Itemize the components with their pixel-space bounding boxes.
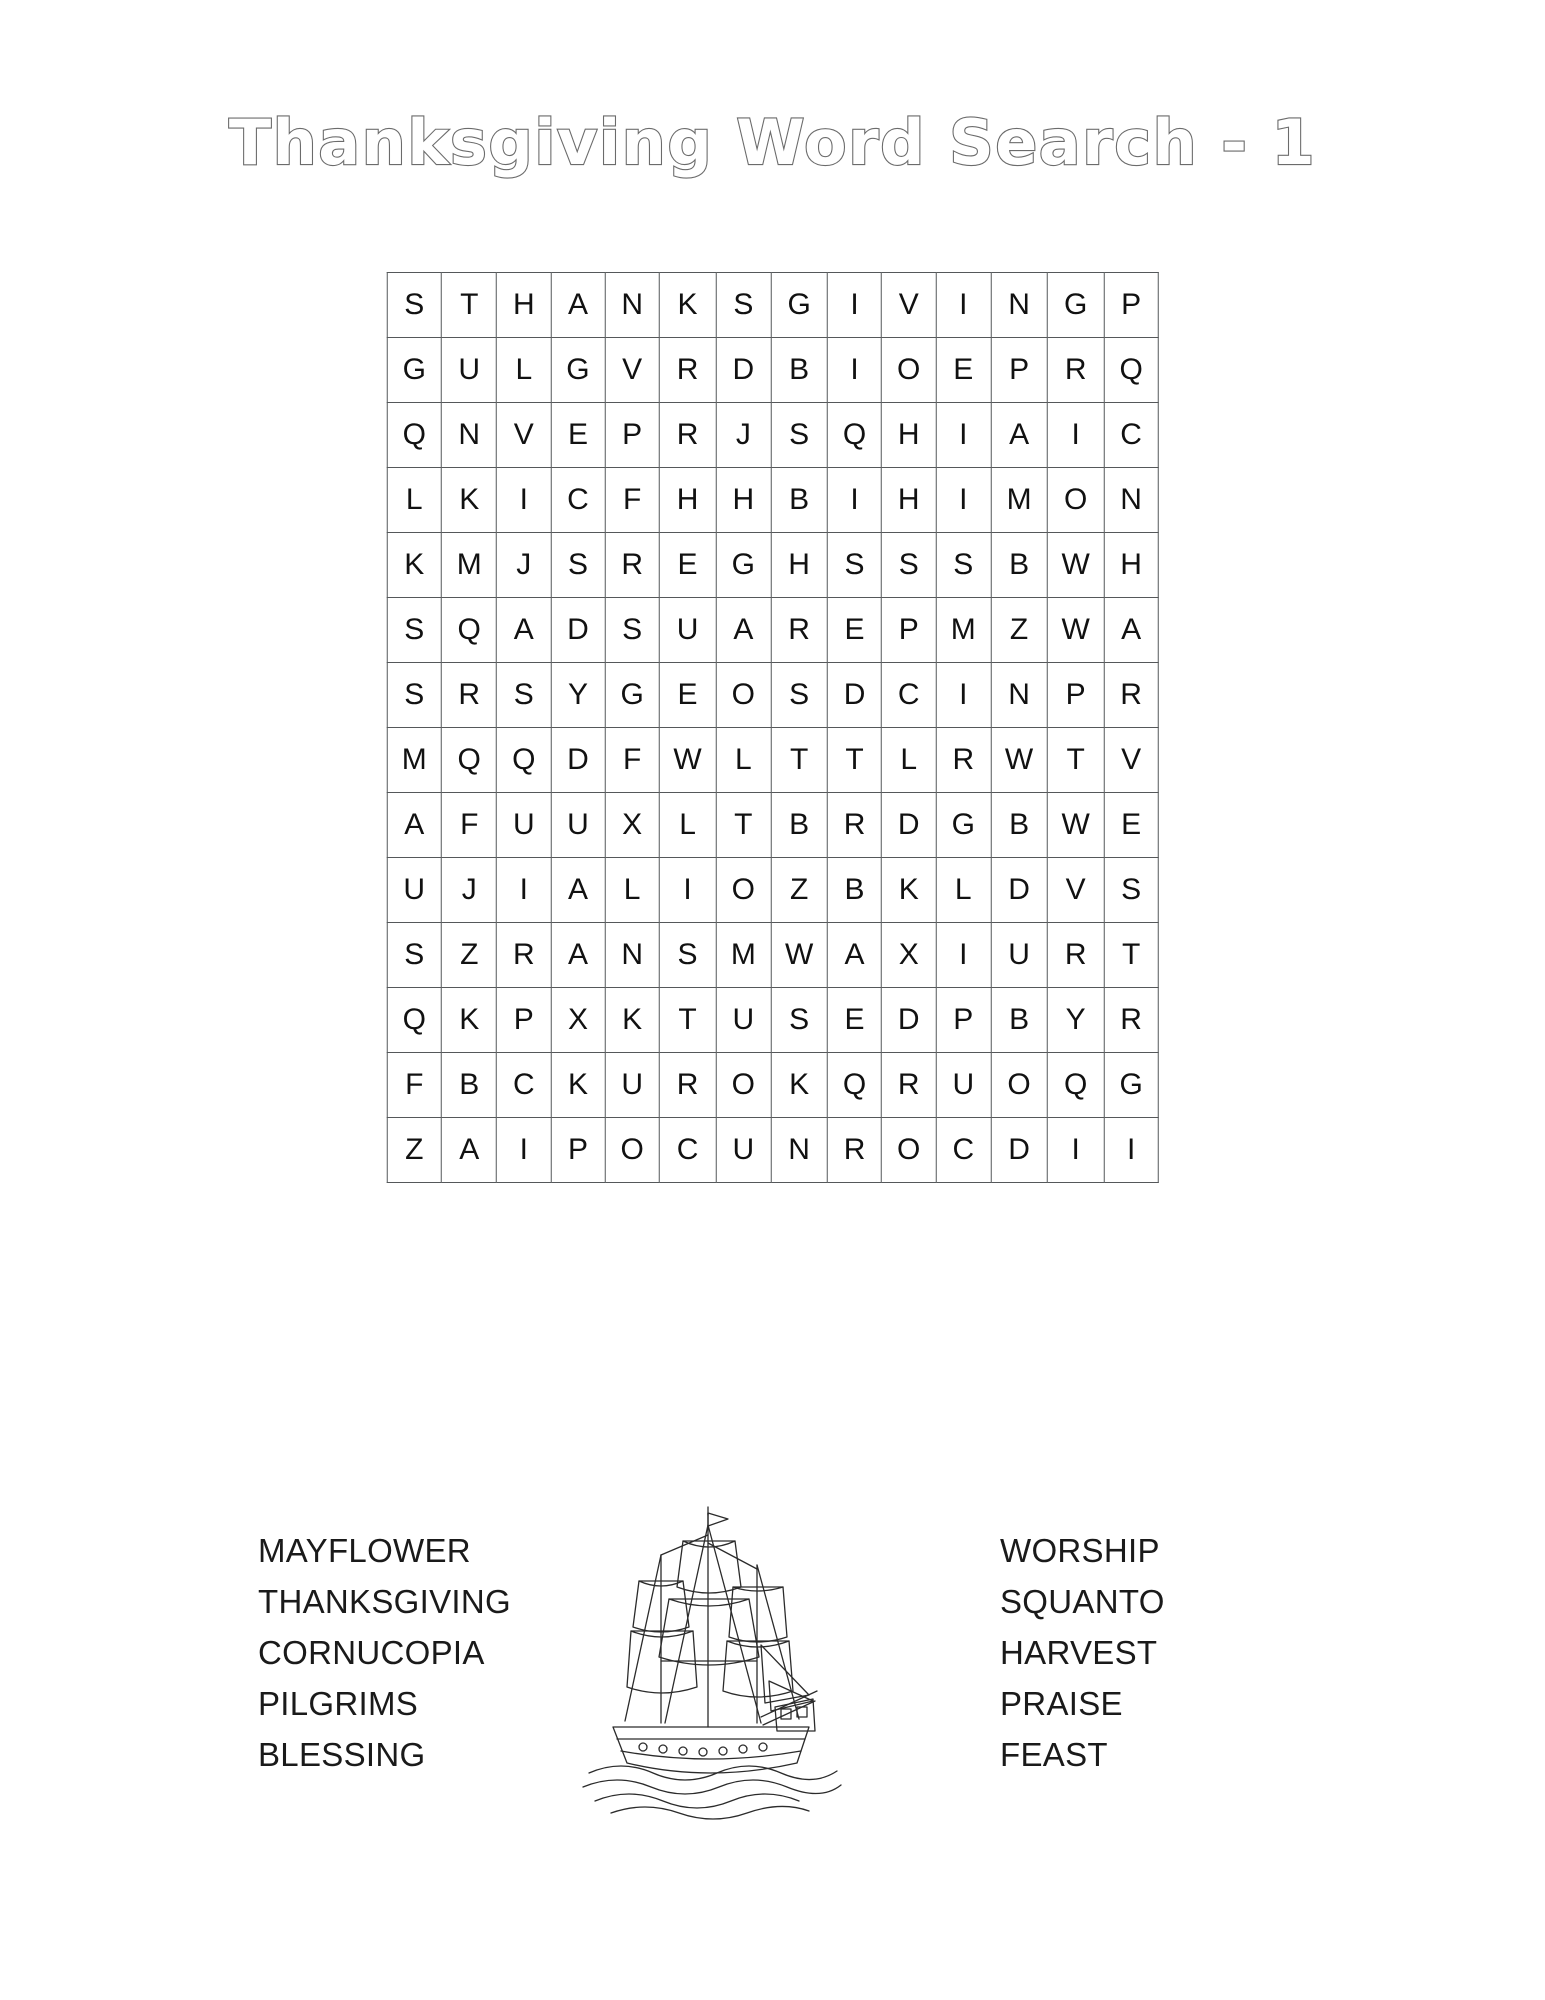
grid-cell[interactable]: B — [771, 468, 828, 533]
word-list-item[interactable]: THANKSGIVING — [258, 1583, 511, 1620]
grid-cell[interactable]: M — [442, 533, 497, 598]
grid-cell[interactable]: S — [387, 663, 442, 728]
grid-cell[interactable]: C — [936, 1118, 991, 1183]
word-list-item[interactable]: PILGRIMS — [258, 1685, 419, 1722]
grid-cell[interactable]: B — [771, 338, 828, 403]
grid-cell[interactable]: S — [1104, 858, 1158, 923]
grid-cell[interactable]: D — [827, 663, 881, 728]
grid-cell[interactable]: E — [827, 988, 881, 1053]
grid-cell[interactable]: H — [1104, 533, 1158, 598]
grid-cell[interactable]: N — [771, 1118, 828, 1183]
grid-cell[interactable]: L — [882, 728, 936, 793]
grid-cell[interactable]: U — [936, 1053, 991, 1118]
word-list-item[interactable]: FEAST — [1000, 1736, 1108, 1773]
grid-cell[interactable]: S — [387, 598, 442, 663]
grid-cell[interactable]: C — [1104, 403, 1158, 468]
grid-row — [387, 728, 1159, 793]
grid-cell[interactable]: S — [771, 988, 828, 1053]
word-search-grid[interactable] — [386, 272, 1159, 1183]
grid-cell[interactable]: X — [882, 923, 936, 988]
grid-cell[interactable]: X — [605, 793, 659, 858]
word-list-item[interactable]: HARVEST — [1000, 1634, 1158, 1671]
grid-cell[interactable]: B — [991, 793, 1048, 858]
grid-cell[interactable]: E — [827, 598, 881, 663]
ship-icon — [565, 1495, 855, 1825]
grid-cell[interactable]: N — [991, 663, 1048, 728]
grid-cell[interactable]: S — [497, 663, 551, 728]
grid-row — [387, 273, 1159, 338]
grid-cell[interactable]: P — [882, 598, 936, 663]
grid-cell[interactable]: Q — [1104, 338, 1158, 403]
grid-cell[interactable]: O — [882, 1118, 936, 1183]
grid-cell[interactable]: K — [442, 988, 497, 1053]
grid-cell[interactable]: U — [442, 338, 497, 403]
grid-cell[interactable]: I — [936, 403, 991, 468]
page-title: Thanksgiving Word Search - 1 — [228, 106, 1317, 179]
grid-cell[interactable]: W — [659, 728, 716, 793]
grid-cell[interactable]: B — [991, 988, 1048, 1053]
grid-cell[interactable]: P — [1047, 663, 1104, 728]
grid-cell[interactable]: I — [936, 273, 991, 338]
word-list-item[interactable]: SQUANTO — [1000, 1583, 1165, 1620]
grid-cell[interactable]: P — [991, 338, 1048, 403]
grid-cell[interactable]: G — [605, 663, 659, 728]
grid-cell[interactable]: U — [659, 598, 716, 663]
grid-cell[interactable]: Q — [827, 403, 881, 468]
grid-row — [387, 338, 1159, 403]
grid-cell[interactable]: D — [991, 1118, 1048, 1183]
grid-cell[interactable]: R — [771, 598, 828, 663]
grid-cell[interactable]: D — [882, 988, 936, 1053]
grid-cell[interactable]: E — [936, 338, 991, 403]
grid-cell[interactable]: G — [551, 338, 605, 403]
grid-cell[interactable]: P — [936, 988, 991, 1053]
grid-cell[interactable]: T — [771, 728, 828, 793]
grid-cell[interactable]: H — [659, 468, 716, 533]
grid-cell[interactable]: O — [716, 1053, 771, 1118]
grid-cell[interactable]: I — [497, 858, 551, 923]
grid-cell[interactable]: S — [936, 533, 991, 598]
grid-cell[interactable]: U — [991, 923, 1048, 988]
grid-cell[interactable]: A — [551, 923, 605, 988]
grid-row — [387, 858, 1159, 923]
grid-cell[interactable]: X — [551, 988, 605, 1053]
grid-cell[interactable]: U — [605, 1053, 659, 1118]
grid-cell[interactable]: Y — [551, 663, 605, 728]
grid-cell[interactable]: M — [716, 923, 771, 988]
grid-cell[interactable]: Z — [991, 598, 1048, 663]
grid-cell[interactable]: G — [716, 533, 771, 598]
grid-cell[interactable]: G — [771, 273, 828, 338]
grid-cell[interactable]: T — [442, 273, 497, 338]
grid-cell[interactable]: S — [716, 273, 771, 338]
grid-cell[interactable]: D — [551, 728, 605, 793]
grid-cell[interactable]: T — [659, 988, 716, 1053]
grid-cell[interactable]: D — [991, 858, 1048, 923]
grid-cell[interactable]: K — [442, 468, 497, 533]
grid-cell[interactable]: S — [827, 533, 881, 598]
grid-cell[interactable]: R — [1104, 988, 1158, 1053]
grid-cell[interactable]: H — [497, 273, 551, 338]
grid-cell[interactable]: I — [827, 273, 881, 338]
grid-cell[interactable]: Y — [1047, 988, 1104, 1053]
grid-cell[interactable]: A — [387, 793, 442, 858]
grid-cell[interactable]: V — [1104, 728, 1158, 793]
grid-cell[interactable]: Q — [827, 1053, 881, 1118]
grid-row — [387, 533, 1159, 598]
grid-cell[interactable]: S — [771, 663, 828, 728]
grid-cell[interactable]: O — [1047, 468, 1104, 533]
grid-cell[interactable]: R — [659, 1053, 716, 1118]
grid-row — [387, 923, 1159, 988]
grid-cell[interactable]: N — [1104, 468, 1158, 533]
grid-cell[interactable]: D — [716, 338, 771, 403]
grid-cell[interactable]: P — [1104, 273, 1158, 338]
grid-cell[interactable]: T — [827, 728, 881, 793]
grid-row — [387, 988, 1159, 1053]
grid-cell[interactable]: I — [936, 663, 991, 728]
grid-cell[interactable]: A — [1104, 598, 1158, 663]
grid-cell[interactable]: T — [1047, 728, 1104, 793]
grid-cell[interactable]: A — [991, 403, 1048, 468]
grid-cell[interactable]: F — [605, 468, 659, 533]
grid-cell[interactable]: A — [442, 1118, 497, 1183]
grid-cell[interactable]: V — [497, 403, 551, 468]
word-list-item[interactable]: BLESSING — [258, 1736, 426, 1773]
grid-cell[interactable]: D — [551, 598, 605, 663]
grid-row — [387, 793, 1159, 858]
grid-cell[interactable]: V — [1047, 858, 1104, 923]
grid-cell[interactable]: L — [659, 793, 716, 858]
grid-cell[interactable]: U — [716, 1118, 771, 1183]
grid-cell[interactable]: Z — [442, 923, 497, 988]
grid-cell[interactable]: Q — [442, 598, 497, 663]
grid-cell[interactable]: K — [387, 533, 442, 598]
grid-cell[interactable]: H — [771, 533, 828, 598]
grid-cell[interactable]: O — [882, 338, 936, 403]
word-list-right-column — [1000, 1525, 1400, 1780]
grid-cell[interactable]: M — [387, 728, 442, 793]
grid-cell[interactable]: R — [442, 663, 497, 728]
grid-cell[interactable]: M — [991, 468, 1048, 533]
word-list-item[interactable]: MAYFLOWER — [258, 1532, 471, 1569]
grid-cell[interactable]: Z — [771, 858, 828, 923]
grid-cell[interactable]: N — [605, 273, 659, 338]
grid-cell[interactable]: I — [827, 338, 881, 403]
grid-cell[interactable]: B — [771, 793, 828, 858]
grid-cell[interactable]: C — [882, 663, 936, 728]
grid-cell[interactable]: K — [771, 1053, 828, 1118]
word-search-grid-body — [387, 273, 1159, 1183]
grid-cell[interactable]: T — [716, 793, 771, 858]
grid-cell[interactable]: U — [716, 988, 771, 1053]
grid-cell[interactable]: F — [605, 728, 659, 793]
grid-cell[interactable]: M — [936, 598, 991, 663]
grid-cell[interactable]: L — [387, 468, 442, 533]
grid-cell[interactable]: R — [1047, 338, 1104, 403]
grid-cell[interactable]: R — [659, 338, 716, 403]
grid-cell[interactable]: G — [1104, 1053, 1158, 1118]
grid-cell[interactable]: A — [497, 598, 551, 663]
grid-cell[interactable]: W — [991, 728, 1048, 793]
grid-cell[interactable]: L — [936, 858, 991, 923]
grid-cell[interactable]: H — [882, 468, 936, 533]
grid-cell[interactable]: J — [497, 533, 551, 598]
grid-cell[interactable]: R — [1047, 923, 1104, 988]
grid-cell[interactable]: I — [659, 858, 716, 923]
grid-cell[interactable]: I — [827, 468, 881, 533]
grid-cell[interactable]: A — [551, 858, 605, 923]
grid-cell[interactable]: A — [716, 598, 771, 663]
grid-cell[interactable]: R — [497, 923, 551, 988]
grid-cell[interactable]: G — [936, 793, 991, 858]
grid-cell[interactable]: I — [1047, 1118, 1104, 1183]
grid-cell[interactable]: H — [716, 468, 771, 533]
grid-cell[interactable]: I — [1104, 1118, 1158, 1183]
grid-cell[interactable]: Q — [387, 403, 442, 468]
grid-cell[interactable]: C — [497, 1053, 551, 1118]
grid-row — [387, 598, 1159, 663]
grid-cell[interactable]: U — [387, 858, 442, 923]
grid-cell[interactable]: S — [387, 273, 442, 338]
grid-cell[interactable]: W — [1047, 598, 1104, 663]
grid-cell[interactable]: N — [442, 403, 497, 468]
grid-cell[interactable]: R — [1104, 663, 1158, 728]
grid-cell[interactable]: R — [605, 533, 659, 598]
grid-cell[interactable]: O — [605, 1118, 659, 1183]
grid-cell[interactable]: E — [551, 403, 605, 468]
grid-cell[interactable]: S — [387, 923, 442, 988]
grid-cell[interactable]: Q — [497, 728, 551, 793]
grid-cell[interactable]: C — [551, 468, 605, 533]
grid-row — [387, 663, 1159, 728]
page-title-container — [0, 106, 1545, 179]
grid-cell[interactable]: L — [497, 338, 551, 403]
grid-cell[interactable]: K — [551, 1053, 605, 1118]
grid-cell[interactable]: L — [605, 858, 659, 923]
grid-cell[interactable]: Z — [387, 1118, 442, 1183]
grid-cell[interactable]: S — [551, 533, 605, 598]
grid-cell[interactable]: J — [716, 403, 771, 468]
grid-cell[interactable]: Q — [1047, 1053, 1104, 1118]
word-search-grid-container — [386, 272, 1159, 1183]
grid-cell[interactable]: I — [936, 468, 991, 533]
grid-cell[interactable]: S — [605, 598, 659, 663]
grid-cell[interactable]: K — [882, 858, 936, 923]
grid-cell[interactable]: C — [659, 1118, 716, 1183]
grid-cell[interactable]: K — [659, 273, 716, 338]
grid-cell[interactable]: R — [882, 1053, 936, 1118]
grid-cell[interactable]: W — [1047, 533, 1104, 598]
grid-cell[interactable]: P — [551, 1118, 605, 1183]
grid-cell[interactable]: A — [827, 923, 881, 988]
grid-cell[interactable]: F — [442, 793, 497, 858]
grid-row — [387, 403, 1159, 468]
grid-cell[interactable]: J — [442, 858, 497, 923]
word-list-item[interactable]: PRAISE — [1000, 1685, 1123, 1722]
grid-cell[interactable]: Q — [387, 988, 442, 1053]
grid-cell[interactable]: T — [1104, 923, 1158, 988]
grid-cell[interactable]: R — [827, 793, 881, 858]
grid-cell[interactable]: G — [387, 338, 442, 403]
grid-cell[interactable]: K — [605, 988, 659, 1053]
grid-cell[interactable]: W — [771, 923, 828, 988]
grid-cell[interactable]: B — [991, 533, 1048, 598]
grid-cell[interactable]: B — [827, 858, 881, 923]
word-list-item[interactable]: WORSHIP — [1000, 1532, 1160, 1569]
grid-cell[interactable]: G — [1047, 273, 1104, 338]
grid-cell[interactable]: Q — [442, 728, 497, 793]
grid-cell[interactable]: D — [882, 793, 936, 858]
grid-cell[interactable]: E — [659, 663, 716, 728]
grid-cell[interactable]: O — [716, 663, 771, 728]
grid-cell[interactable]: V — [882, 273, 936, 338]
grid-cell[interactable]: S — [771, 403, 828, 468]
grid-cell[interactable]: W — [1047, 793, 1104, 858]
grid-cell[interactable]: B — [442, 1053, 497, 1118]
grid-cell[interactable]: F — [387, 1053, 442, 1118]
grid-cell[interactable]: E — [659, 533, 716, 598]
grid-cell[interactable]: L — [716, 728, 771, 793]
grid-cell[interactable]: I — [1047, 403, 1104, 468]
grid-cell[interactable]: O — [991, 1053, 1048, 1118]
grid-cell[interactable]: E — [1104, 793, 1158, 858]
grid-cell[interactable]: P — [605, 403, 659, 468]
grid-cell[interactable]: U — [497, 793, 551, 858]
grid-cell[interactable]: I — [497, 468, 551, 533]
grid-cell[interactable]: N — [991, 273, 1048, 338]
grid-cell[interactable]: V — [605, 338, 659, 403]
grid-row — [387, 1053, 1159, 1118]
grid-cell[interactable]: U — [551, 793, 605, 858]
grid-cell[interactable]: O — [716, 858, 771, 923]
grid-cell[interactable]: S — [659, 923, 716, 988]
grid-cell[interactable]: R — [659, 403, 716, 468]
grid-cell[interactable]: P — [497, 988, 551, 1053]
grid-cell[interactable]: H — [882, 403, 936, 468]
mayflower-ship-illustration — [565, 1495, 855, 1825]
grid-cell[interactable]: I — [497, 1118, 551, 1183]
grid-row — [387, 468, 1159, 533]
grid-cell[interactable]: I — [936, 923, 991, 988]
grid-cell[interactable]: N — [605, 923, 659, 988]
grid-cell[interactable]: S — [882, 533, 936, 598]
word-list-item[interactable]: CORNUCOPIA — [258, 1634, 485, 1671]
grid-cell[interactable]: A — [551, 273, 605, 338]
grid-cell[interactable]: R — [827, 1118, 881, 1183]
grid-cell[interactable]: R — [936, 728, 991, 793]
grid-row — [387, 1118, 1159, 1183]
